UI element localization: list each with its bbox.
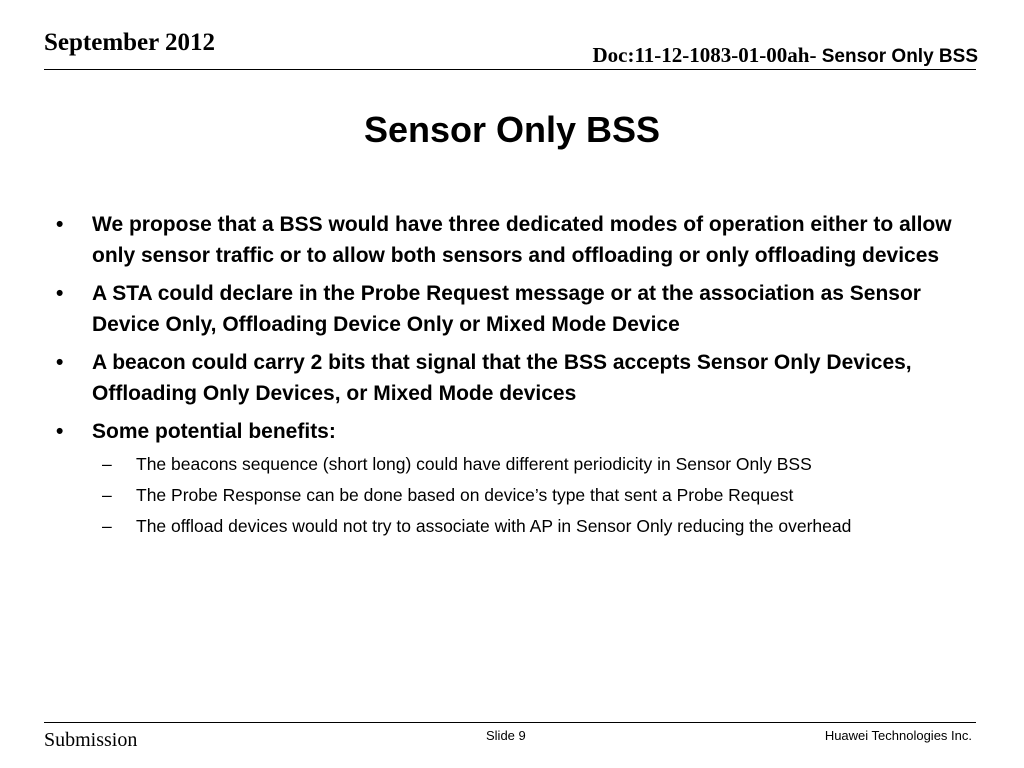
bullet-list (56, 209, 976, 546)
bullet-text: A beacon could carry 2 bits that signal that the BSS accepts Sensor Only Devices, Offloading Only Devices, or Mixed Mode devices (92, 351, 912, 405)
bullet-item (56, 347, 976, 409)
sub-bullet-list (92, 452, 976, 539)
header-doc-id: Doc:11-12-1083-01-00ah- (592, 43, 817, 67)
bullet-marker: • (56, 420, 64, 443)
bullet-marker: • (56, 351, 64, 374)
bullet-text: Some potential benefits: (92, 420, 336, 443)
bullet-text: A STA could declare in the Probe Request message or at the association as Sensor Device Only, Offloading Device Only or Mixed Mode Device (92, 282, 921, 336)
sub-bullet-item (92, 514, 976, 539)
header-date: September 2012 (44, 29, 216, 56)
header-doc-title: Sensor Only BSS (816, 46, 978, 67)
sub-bullet-marker: – (102, 516, 112, 536)
footer-slide-number: Slide 9 (486, 728, 526, 743)
bullet-text: We propose that a BSS would have three dedicated modes of operation either to allow only sensor traffic or to allow both sensors and offloading or only offloading devices (92, 213, 952, 267)
footer-submission: Submission (44, 729, 138, 751)
bullet-marker: • (56, 213, 64, 236)
sub-bullet-text: The Probe Response can be done based on device’s type that sent a Probe Request (136, 485, 794, 505)
header-divider (44, 69, 976, 70)
sub-bullet-item (92, 483, 976, 508)
header-doc-reference (592, 42, 978, 70)
bullet-item (56, 416, 976, 539)
bullet-marker: • (56, 282, 64, 305)
sub-bullet-text: The beacons sequence (short long) could have different periodicity in Sensor Only BSS (136, 454, 812, 474)
sub-bullet-marker: – (102, 485, 112, 505)
sub-bullet-text: The offload devices would not try to associate with AP in Sensor Only reducing the overhead (136, 516, 852, 536)
bullet-item (56, 209, 976, 271)
bullet-item (56, 278, 976, 340)
slide-title: Sensor Only BSS (363, 109, 661, 150)
footer-divider (44, 722, 976, 723)
footer-company: Huawei Technologies Inc. (824, 728, 972, 743)
sub-bullet-marker: – (102, 454, 112, 474)
sub-bullet-item (92, 452, 976, 477)
